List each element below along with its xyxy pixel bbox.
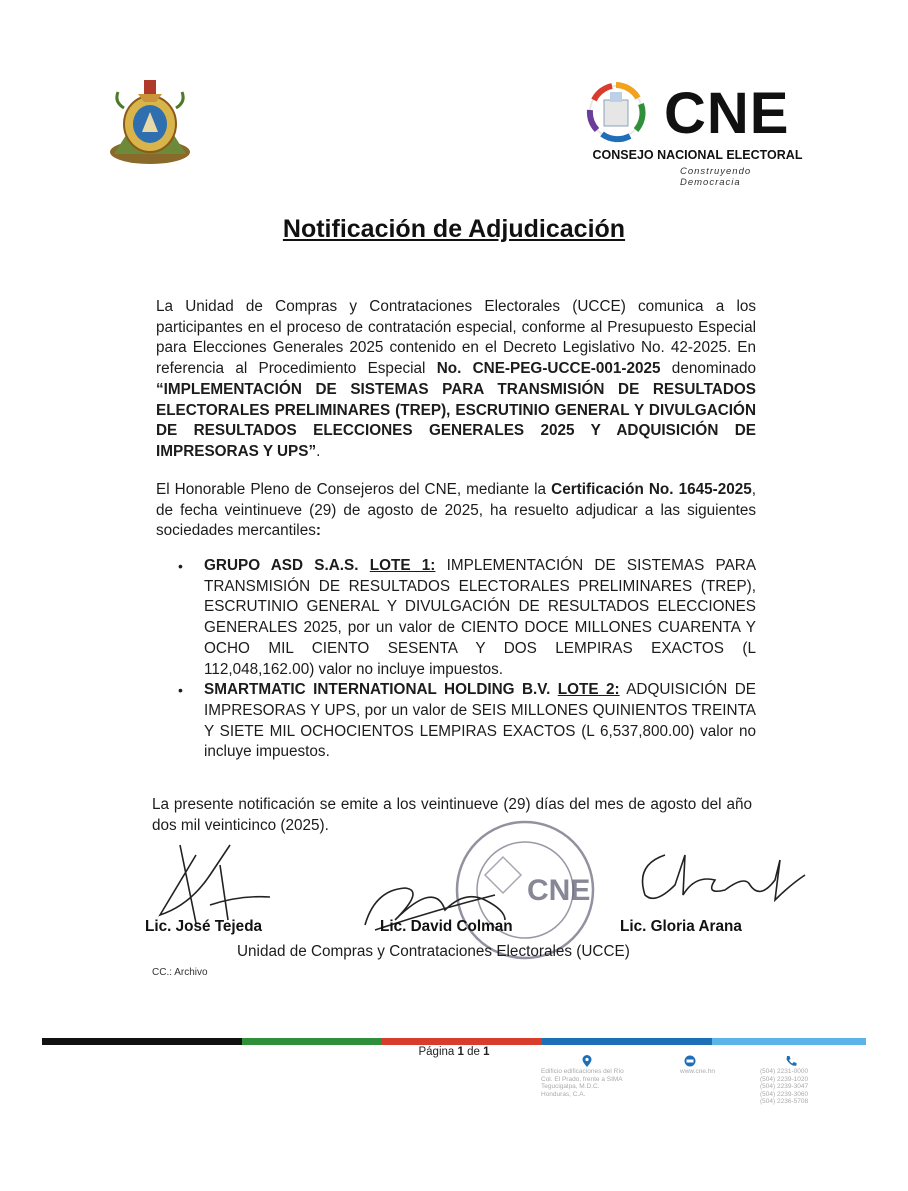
phone-icon bbox=[784, 1054, 798, 1068]
intro-text-1: La Unidad de Compras y Contrataciones Electorales (UCCE) comunica a los participantes en el proceso de contratación especial, conforme al Presupuesto Especial para Elecciones Generales 2025 contenido en el Decreto Legislativo No. 42-2025. En referencia al Procedimiento Especial bbox=[156, 298, 756, 378]
footer-address: Edificio edificaciones del Río Col. El Prado, frente a SIMA Tegucigalpa, M.D.C. Honduras, C.A. bbox=[541, 1068, 624, 1098]
footer-color-bar bbox=[42, 1038, 866, 1045]
award-text: IMPLEMENTACIÓN DE SISTEMAS PARA TRANSMISIÓN DE RESULTADOS ELECTORALES PRELIMINARES (TREP), ESCRUTINIO GENERAL Y DIVULGACIÓN DE RESULTADOS ELECCIONES GENERALES 2025, por un valor de CIENTO DOCE MILLONES CUARENTA Y OCHO MIL CIENTO SESENTA Y DOS LEMPIRAS EXACTOS (L 112,048,162.00) valor no incluye impuestos. bbox=[204, 557, 757, 678]
award-item bbox=[178, 680, 756, 763]
award-company: SMARTMATIC INTERNATIONAL HOLDING B.V. bbox=[204, 681, 551, 699]
resolution-colon: : bbox=[315, 522, 321, 540]
footer-web: www.cne.hn bbox=[680, 1068, 716, 1075]
page-label: Página bbox=[418, 1046, 455, 1058]
resolution-text-1: El Honorable Pleno de Consejeros del CNE, mediante la bbox=[156, 481, 552, 498]
document-title: Notificación de Adjudicación bbox=[282, 215, 626, 243]
signature-jose-tejeda bbox=[150, 835, 280, 925]
certification-number: Certificación No. 1645-2025 bbox=[551, 481, 752, 498]
page-of: de bbox=[467, 1046, 480, 1058]
award-company: GRUPO ASD S.A.S. bbox=[204, 557, 359, 574]
bar-segment-lightblue bbox=[712, 1038, 866, 1045]
cne-logo bbox=[580, 78, 815, 188]
bullet-icon: • bbox=[178, 558, 183, 574]
location-pin-icon bbox=[580, 1054, 594, 1068]
resolution-text-2: , de fecha veintinueve (29) de agosto de 2025, ha resuelto adjudicar a las siguientes sociedades mercantiles bbox=[156, 481, 757, 540]
awards-list bbox=[178, 556, 756, 763]
signatory-name: Lic. José Tejeda bbox=[145, 918, 263, 935]
org-full-name: CONSEJO NACIONAL ELECTORAL bbox=[592, 148, 803, 162]
intro-paragraph bbox=[156, 297, 756, 463]
procedure-name: “IMPLEMENTACIÓN DE SISTEMAS PARA TRANSMISIÓN DE RESULTADOS ELECTORALES PRELIMINARES (TREP), ESCRUTINIO GENERAL Y DIVULGACIÓN DE RESULTADOS ELECCIONES GENERALES 2025 Y ADQUISICIÓN DE IMPRESORAS Y UPS” bbox=[156, 380, 756, 460]
honduras-coat-of-arms-logo bbox=[104, 72, 196, 168]
bar-segment-blue bbox=[542, 1038, 712, 1045]
signature-gloria-arana bbox=[625, 845, 810, 910]
closing-paragraph: La presente notificación se emite a los veintinueve (29) días del mes de agosto del año dos mil veinticinco (2025). bbox=[152, 796, 752, 834]
resolution-paragraph bbox=[156, 480, 756, 542]
signatory-name: Lic. David Colman bbox=[380, 918, 513, 935]
award-text: ADQUISICIÓN DE IMPRESORAS Y UPS, por un valor de SEIS MILLONES QUINIENTOS TREINTA Y SIETE MIL OCHOCIENTOS LEMPIRAS EXACTOS (L 6,537,800.00) valor no incluye impuestos. bbox=[204, 681, 757, 761]
web-globe-icon bbox=[683, 1054, 697, 1068]
page-number bbox=[0, 1046, 908, 1058]
signatory-name: Lic. Gloria Arana bbox=[620, 918, 742, 935]
page-total: 1 bbox=[483, 1046, 490, 1058]
unit-name: Unidad de Compras y Contrataciones Electorales (UCCE) bbox=[237, 943, 630, 960]
cne-emblem-icon bbox=[580, 78, 660, 150]
svg-text:CNE: CNE bbox=[527, 874, 591, 907]
org-tagline: Construyendo Democracia bbox=[680, 166, 752, 188]
page-current: 1 bbox=[457, 1046, 464, 1058]
intro-text-2: denominado bbox=[660, 360, 757, 378]
procedure-number: No. CNE-PEG-UCCE-001-2025 bbox=[436, 360, 661, 378]
bullet-icon: • bbox=[178, 682, 183, 699]
award-lot: LOTE 1: bbox=[369, 557, 436, 574]
award-item bbox=[178, 556, 756, 680]
bar-segment-red bbox=[382, 1038, 542, 1045]
cc-note: CC.: Archivo bbox=[152, 967, 208, 978]
bar-segment-green bbox=[242, 1038, 382, 1045]
award-lot: LOTE 2: bbox=[557, 681, 620, 699]
bar-segment-black bbox=[42, 1038, 242, 1045]
cne-wordmark: CNE bbox=[664, 81, 790, 146]
footer-phones: (504) 2231-0000 (504) 2239-1020 (504) 2239-3047 (504) 2239-3060 (504) 2236-5708 bbox=[760, 1068, 809, 1105]
intro-text-3: . bbox=[316, 442, 321, 460]
